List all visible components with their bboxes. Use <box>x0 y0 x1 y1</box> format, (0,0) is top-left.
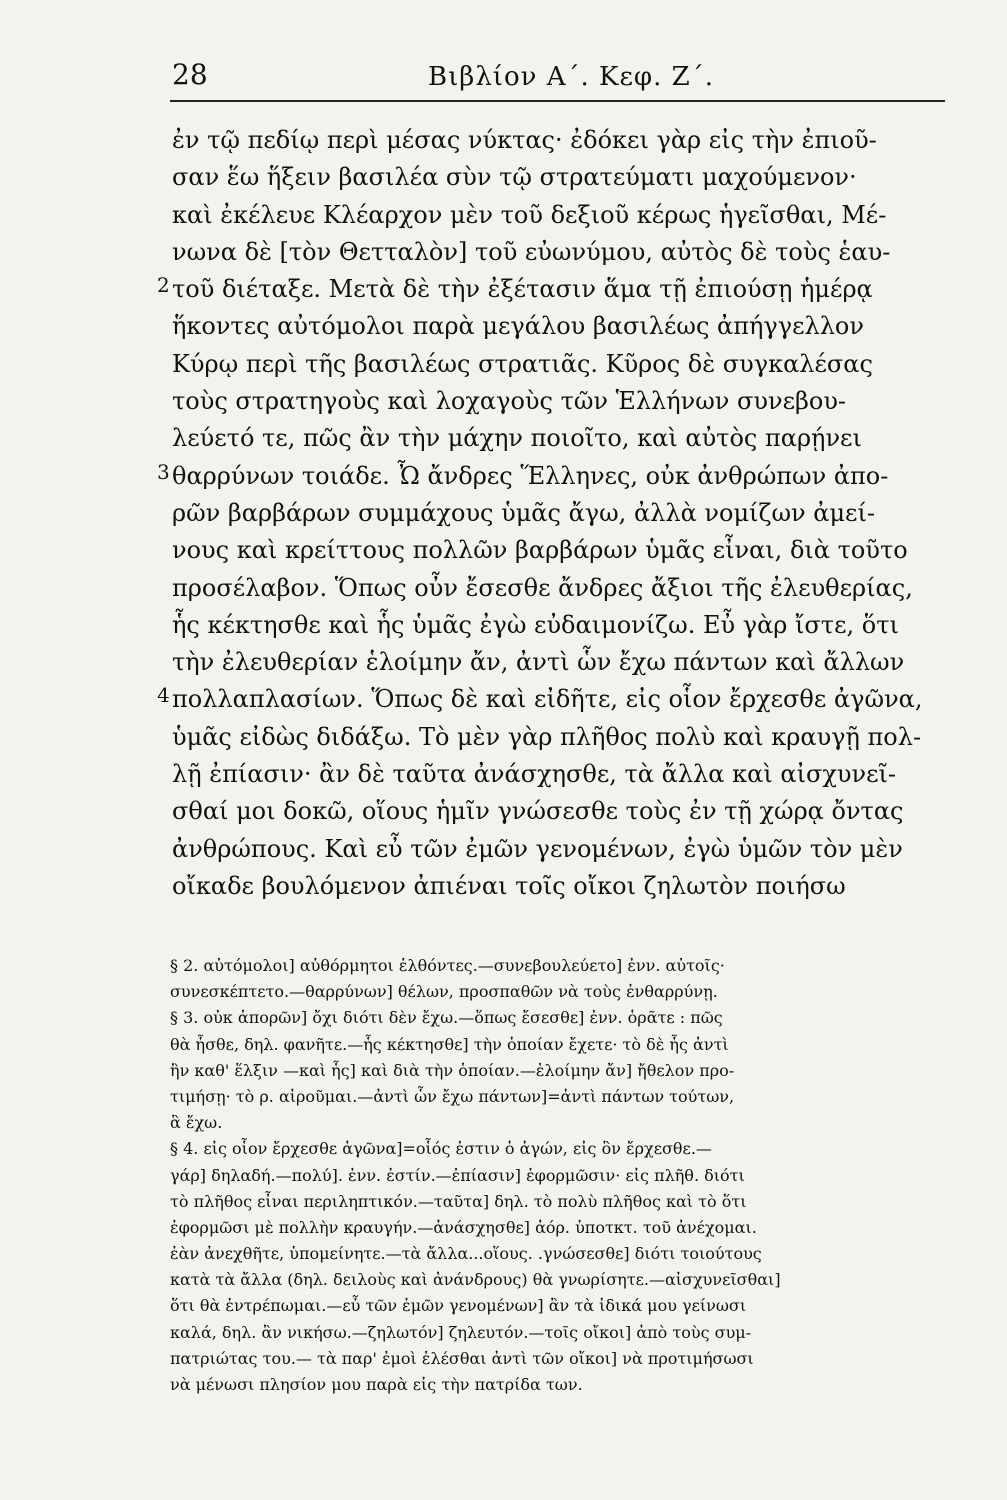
text-line: ἧς κέκτησθε καὶ ἧς ὑμᾶς ἐγὼ εὐδαιμονίζω. Εὖ γὰρ ἴστε, ὅτι <box>172 610 899 639</box>
page-header <box>170 58 945 98</box>
text-line: Κύρῳ περὶ τῆς βασιλέως στρατιᾶς. Κῦρος δὲ συγκαλέσας <box>172 349 873 378</box>
main-text <box>172 122 947 905</box>
note-line: ἣν καθ' ἕλξιν —καὶ ἧς] καὶ διὰ τὴν ὁποίαν.—ἑλοίμην ἄν] ἤθελον προ- <box>170 1060 735 1080</box>
running-title: Βιβλίον Α΄. Κεφ. Ζ΄. <box>428 62 714 92</box>
commentary-notes <box>170 953 950 1398</box>
section-number-3: 3 <box>157 460 170 484</box>
note-line: τιμήσῃ· τὸ ρ. αἱροῦμαι.—ἀντὶ ὧν ἔχω πάντων]=ἀντὶ πάντων τούτων, <box>170 1086 735 1106</box>
section-number-2: 2 <box>157 273 170 297</box>
text-line: ρῶν βαρβάρων συμμάχους ὑμᾶς ἄγω, ἀλλὰ νομίζων ἀμεί- <box>172 498 876 527</box>
text-line: λεύετό τε, πῶς ἂν τὴν μάχην ποιοῖτο, καὶ αὐτὸς παρῄνει <box>172 424 862 453</box>
text-line: λῇ ἐπίασιν· ἂν δὲ ταῦτα ἀνάσχησθε, τὰ ἄλλα καὶ αἰσχυνεῖ- <box>172 760 897 789</box>
text-line: οἴκαδε βουλόμενον ἀπιέναι τοῖς οἴκοι ζηλωτὸν ποιήσω <box>172 871 846 900</box>
text-line: ἥκοντες αὐτόμολοι παρὰ μεγάλου βασιλέως ἀπήγγελλον <box>172 312 864 341</box>
text-line: θαρρύνων τοιάδε. Ὦ ἄνδρες Ἕλληνες, οὐκ ἀνθρώπων ἀπο- <box>172 461 889 490</box>
text-line: τὴν ἐλευθερίαν ἑλοίμην ἄν, ἀντὶ ὧν ἔχω πάντων καὶ ἄλλων <box>172 648 905 677</box>
note-line: § 4. εἰς οἷον ἔρχεσθε ἀγῶνα]=οἷός ἐστιν ὁ ἀγών, εἰς ὃν ἔρχεσθε.— <box>170 1139 712 1159</box>
text-line: ἀνθρώπους. Καὶ εὖ τῶν ἐμῶν γενομένων, ἐγὼ ὑμῶν τὸν μὲν <box>172 834 903 863</box>
page-number: 28 <box>172 58 208 91</box>
note-line: § 2. αὐτόμολοι] αὐθόρμητοι ἐλθόντες.—συνεβουλεύετο] ἐνν. αὐτοῖς· <box>170 956 725 975</box>
text-line: ὑμᾶς εἰδὼς διδάξω. Τὸ μὲν γὰρ πλῆθος πολὺ καὶ κραυγῇ πολ- <box>172 722 922 751</box>
text-line: τοῦ διέταξε. Μετὰ δὲ τὴν ἐξέτασιν ἅμα τῇ ἐπιούσῃ ἡμέρᾳ <box>172 275 873 304</box>
note-line: καλά, δηλ. ἂν νικήσω.—ζηλωτόν] ζηλευτόν.—τοῖς οἴκοι] ἀπὸ τοὺς συμ- <box>170 1322 752 1342</box>
note-line: κατὰ τὰ ἄλλα (δηλ. δειλοὺς καὶ ἀνάνδρους) θὰ γνωρίσητε.—αἰσχυνεῖσθαι] <box>170 1270 781 1290</box>
note-line: ὅτι θὰ ἐντρέπωμαι.—εὖ τῶν ἐμῶν γενομένων] ἂν τὰ ἰδικά μου γείνωσι <box>170 1296 747 1316</box>
text-line: σθαί μοι δοκῶ, οἵους ἡμῖν γνώσεσθε τοὺς ἐν τῇ χώρᾳ ὄντας <box>172 797 904 826</box>
header-rule <box>170 100 945 102</box>
text-line: νους καὶ κρείττους πολλῶν βαρβάρων ὑμᾶς εἶναι, διὰ τοῦτο <box>172 536 908 565</box>
note-line: ἐὰν ἀνεχθῆτε, ὑπομείνητε.—τὰ ἄλλα...οἵους. .γνώσεσθε] διότι τοιούτους <box>170 1244 762 1264</box>
note-line: ἐφορμῶσι μὲ πολλὴν κραυγήν.—ἀνάσχησθε] ἀόρ. ὑποτκτ. τοῦ ἀνέχομαι. <box>170 1217 757 1237</box>
text-line: τοὺς στρατηγοὺς καὶ λοχαγοὺς τῶν Ἑλλήνων συνεβου- <box>172 387 847 416</box>
text-line: καὶ ἐκέλευε Κλέαρχον μὲν τοῦ δεξιοῦ κέρως ἡγεῖσθαι, Μέ- <box>172 200 887 229</box>
section-number-4: 4 <box>157 683 170 707</box>
note-line: θὰ ἦσθε, δηλ. φανῆτε.—ἧς κέκτησθε] τὴν ὁποίαν ἔχετε· τὸ δὲ ἧς ἀντὶ <box>170 1034 729 1054</box>
text-line: προσέλαβον. Ὅπως οὖν ἔσεσθε ἄνδρες ἄξιοι τῆς ἐλευθερίας, <box>172 573 913 602</box>
note-line: νὰ μένωσι πλησίον μου παρὰ εἰς τὴν πατρίδα των. <box>170 1375 583 1394</box>
note-line: πατριώτας του.— τὰ παρ' ἐμοὶ ἑλέσθαι ἀντὶ τῶν οἴκοι] νὰ προτιμήσωσι <box>170 1348 754 1368</box>
note-line: τὸ πλῆθος εἶναι περιληπτικόν.—ταῦτα] δηλ. τὸ πολὺ πλῆθος καὶ τὸ ὅτι <box>170 1191 747 1211</box>
text-line: νωνα δὲ [τὸν Θετταλὸν] τοῦ εὐωνύμου, αὐτὸς δὲ τοὺς ἑαυ- <box>172 237 891 266</box>
text-line: ἐν τῷ πεδίῳ περὶ μέσας νύκτας· ἐδόκει γὰρ εἰς τὴν ἐπιοῦ- <box>172 126 877 154</box>
text-line: σαν ἕω ἥξειν βασιλέα σὺν τῷ στρατεύματι μαχούμενον· <box>172 163 857 192</box>
note-line: γάρ] δηλαδή.—πολύ]. ἐνν. ἐστίν.—ἐπίασιν] ἐφορμῶσιν· εἰς πλῆθ. διότι <box>170 1165 745 1185</box>
note-line: συνεσκέπτετο.—θαρρύνων] θέλων, προσπαθῶν νὰ τοὺς ἐνθαρρύνῃ. <box>170 982 718 1002</box>
text-line: πολλαπλασίων. Ὅπως δὲ καὶ εἰδῆτε, εἰς οἷον ἔρχεσθε ἀγῶνα, <box>172 685 923 714</box>
note-line: ἃ ἔχω. <box>170 1113 223 1133</box>
note-line: § 3. οὐκ ἀπορῶν] ὄχι διότι δὲν ἔχω.—ὅπως ἔσεσθε] ἐνν. ὁρᾶτε : πῶς <box>170 1008 723 1028</box>
